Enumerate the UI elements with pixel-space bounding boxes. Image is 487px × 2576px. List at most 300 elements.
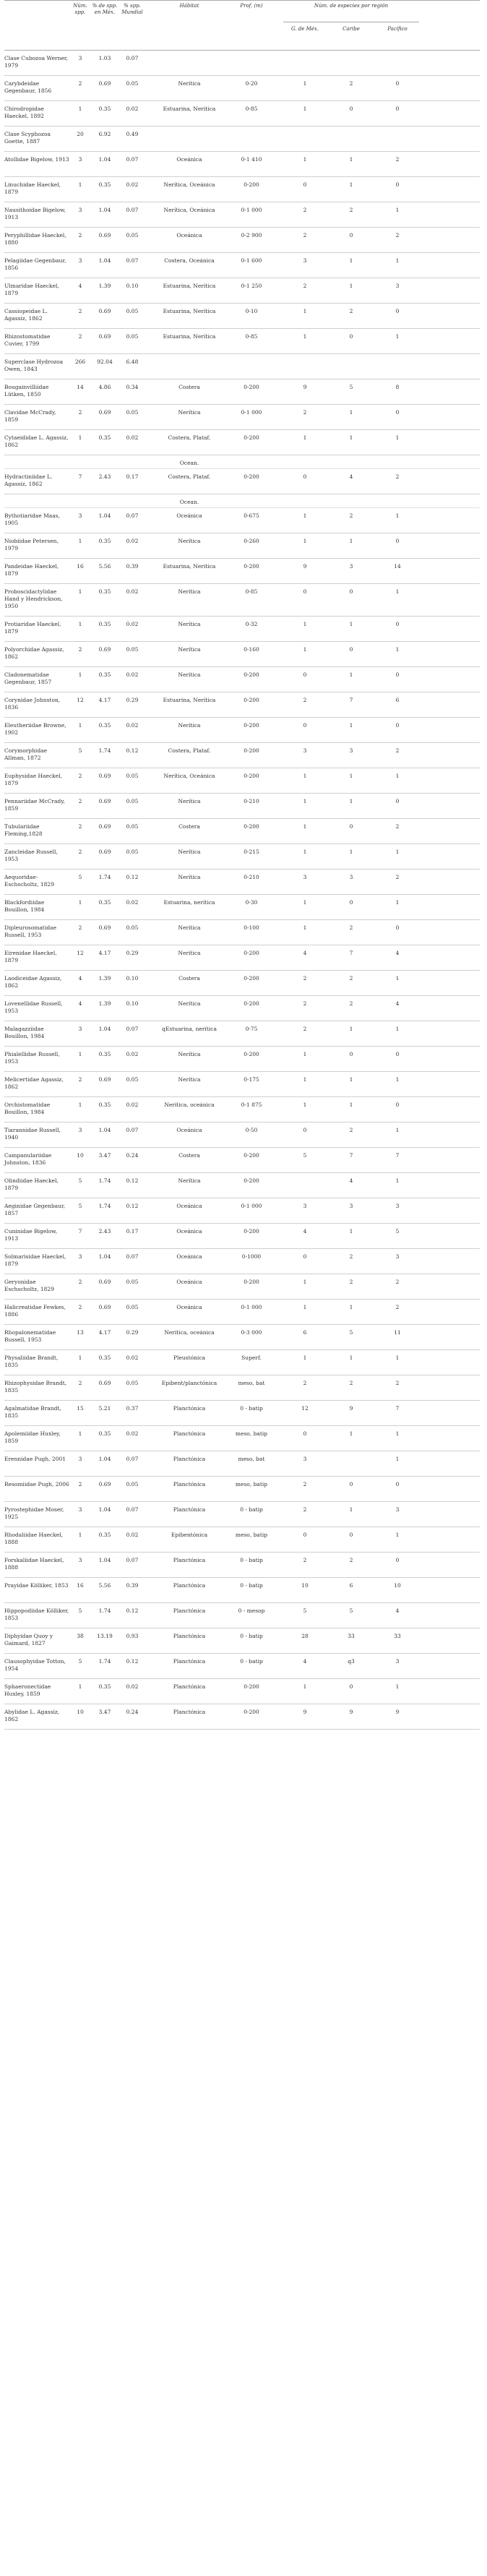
pct-mexico: 1.04 — [98, 257, 111, 264]
count-caribe: 3 — [349, 747, 353, 754]
family-name: Prayidae Kölliker, 1853 — [4, 1581, 69, 1589]
family-name: Proboscidactylidae Hand y Hendrickson, 1950 — [4, 588, 63, 610]
pct-world: 0.02 — [126, 106, 139, 112]
count-gmex: 1 — [303, 1101, 307, 1108]
pct-world: 0.02 — [126, 1050, 139, 1057]
count-gmex: 10 — [301, 1581, 309, 1589]
count-gmex: 1 — [303, 333, 307, 340]
count-pacifico: 0 — [395, 538, 400, 544]
family-name: Rhizophysidae Brandt, 1835 — [4, 1379, 67, 1394]
depth: 0 - batip — [240, 1506, 263, 1513]
spp-count: 3 — [78, 55, 82, 61]
count-gmex: 12 — [301, 1404, 309, 1412]
habitat: Nerítica — [178, 671, 201, 678]
pct-world: 0.05 — [126, 772, 139, 779]
count-pacifico: 0 — [395, 181, 400, 188]
count-gmex: 1 — [303, 80, 307, 87]
count-gmex: 1 — [303, 538, 307, 544]
pct-mexico: 0.69 — [98, 333, 111, 340]
count-caribe: 2 — [349, 80, 353, 87]
pct-mexico: 0.69 — [98, 823, 111, 830]
depth: 0-200 — [244, 949, 259, 956]
count-caribe: 1 — [349, 1354, 353, 1361]
pct-mexico: 2.43 — [98, 473, 111, 480]
pct-mexico: 3.47 — [98, 1151, 111, 1159]
pct-mexico: 3.47 — [98, 1708, 111, 1715]
family-name: Clausophyidae Totton, 1954 — [4, 1657, 66, 1672]
family-name: Campanulariidae Johnston, 1836 — [4, 1151, 52, 1166]
depth: 0-1 600 — [241, 257, 262, 264]
count-caribe: 5 — [349, 1328, 353, 1336]
pct-world: 0.10 — [126, 974, 139, 982]
pct-mexico: 0.69 — [98, 1278, 111, 1285]
table-row — [4, 1350, 480, 1375]
count-pacifico: 7 — [395, 1151, 400, 1159]
count-caribe: 0 — [349, 1683, 353, 1690]
family-name: Superclase Hydrozoa Owen, 1843 — [4, 359, 64, 373]
pct-world: 0.05 — [126, 823, 139, 830]
habitat: Estuarina, Nerítica — [163, 106, 216, 112]
habitat: Pleustónica — [173, 1354, 205, 1361]
habitat: Costera — [178, 384, 200, 390]
count-gmex: 1 — [303, 772, 307, 779]
depth: 0-210 — [244, 797, 259, 804]
count-pacifico: 1 — [395, 588, 400, 595]
family-name: Hydractiniidae L. Agassiz, 1862 — [4, 473, 53, 488]
count-caribe: 0 — [349, 645, 353, 653]
spp-count: 3 — [78, 1253, 82, 1260]
depth: 0-200 — [244, 434, 259, 441]
spp-count: 3 — [78, 257, 82, 264]
count-pacifico: 5 — [395, 1227, 400, 1235]
habitat — [146, 51, 233, 55]
spp-count: 1 — [78, 1683, 82, 1690]
pct-world: 0.02 — [126, 1683, 139, 1690]
spp-count: 7 — [78, 1227, 82, 1235]
count-gmex: 1 — [303, 924, 307, 931]
spp-count: 2 — [78, 797, 82, 804]
pct-mexico: 1.74 — [98, 1177, 111, 1184]
depth: 0-1 875 — [241, 1101, 262, 1108]
count-gmex: 6 — [303, 1328, 307, 1336]
habitat: Oceánica — [176, 1227, 202, 1235]
pct-world: 0.07 — [126, 207, 139, 213]
family-name: Lovenellidae Russell, 1953 — [4, 1000, 63, 1014]
table-row — [4, 405, 480, 430]
table-row — [4, 844, 480, 870]
table-row — [4, 1072, 480, 1097]
spp-count: 13 — [77, 1328, 84, 1336]
table-row — [4, 1603, 480, 1628]
depth: 0-3 000 — [241, 1328, 262, 1336]
family-name: Malagazziidae Bouillon, 1984 — [4, 1025, 45, 1039]
count-caribe — [328, 354, 374, 359]
pct-world: 0.05 — [126, 80, 139, 87]
count-caribe: 1 — [349, 156, 353, 163]
count-pacifico: 1 — [395, 1177, 400, 1184]
spp-count: 2 — [78, 1076, 82, 1083]
family-name: Aequoridae-Eschscholtz, 1829 — [4, 873, 54, 888]
depth: 0-85 — [245, 588, 258, 595]
family-name: Abylidae L. Agassiz, 1862 — [4, 1708, 60, 1722]
depth: 0-2 900 — [241, 232, 262, 239]
count-caribe: 2 — [349, 1379, 353, 1386]
count-pacifico: 2 — [395, 1303, 400, 1310]
habitat: Planctónica — [173, 1581, 206, 1589]
count-caribe: 2 — [349, 1126, 353, 1133]
depth: 0-200 — [244, 721, 259, 729]
table-row — [4, 76, 480, 101]
spp-count: 1 — [78, 1430, 82, 1437]
spp-count: 7 — [78, 473, 82, 480]
habitat: Nerítica, Oceánica — [163, 772, 215, 779]
pct-world: 0.07 — [126, 1126, 139, 1133]
count-gmex: 1 — [303, 645, 307, 653]
count-caribe: 1 — [349, 181, 353, 188]
habitat: Planctónica — [173, 1430, 206, 1437]
col-header-gmex: G. de Méx. — [290, 26, 319, 32]
table-row — [4, 430, 480, 455]
count-pacifico: 1 — [395, 434, 400, 441]
depth: 0-260 — [244, 538, 259, 544]
table-row — [4, 508, 480, 533]
count-caribe: 1 — [349, 1303, 353, 1310]
table-row — [4, 533, 480, 559]
habitat: Nerítica — [178, 1177, 201, 1184]
count-gmex: 3 — [303, 257, 307, 264]
count-caribe: 1 — [349, 1025, 353, 1032]
table-row — [4, 278, 480, 304]
pct-world: 0.39 — [126, 1581, 139, 1589]
pct-mexico: 1.04 — [98, 512, 111, 519]
table-row-note — [4, 494, 480, 508]
family-name: Corymorphidae Allman, 1872 — [4, 747, 48, 761]
count-caribe: 3 — [349, 873, 353, 880]
pct-mexico: 0.35 — [98, 1101, 111, 1108]
table-row — [4, 469, 480, 494]
pct-world: 0.02 — [126, 1531, 139, 1538]
depth: 0 - batip — [240, 1556, 263, 1563]
count-caribe: 2 — [349, 1253, 353, 1260]
count-caribe: 2 — [349, 308, 353, 314]
count-caribe: 7 — [349, 696, 353, 703]
count-pacifico: 1 — [395, 1531, 400, 1538]
count-pacifico: 2 — [395, 232, 400, 239]
spp-count: 2 — [78, 308, 82, 314]
count-gmex: 2 — [303, 1556, 307, 1563]
table-row — [4, 1097, 480, 1122]
count-gmex: 3 — [303, 1455, 307, 1462]
family-name: Dipleurosomatidae Russell, 1953 — [4, 924, 57, 938]
pct-mexico: 0.35 — [98, 538, 111, 544]
pct-mexico: 0.69 — [98, 80, 111, 87]
depth: 0-200 — [244, 696, 259, 703]
habitat: Estuarina, nerítica — [163, 898, 215, 906]
table-row — [4, 870, 480, 895]
count-gmex: 0 — [303, 1253, 307, 1260]
count-caribe: 3 — [349, 563, 353, 570]
spp-count: 5 — [78, 873, 82, 880]
family-name: Tubulariidae Fleming,1828 — [4, 823, 43, 837]
count-pacifico: 11 — [394, 1328, 401, 1336]
col-header-pct-world: % spp. Mundial — [121, 3, 143, 16]
family-name: Physaliidae Brandt, 1835 — [4, 1354, 59, 1368]
table-row — [4, 718, 480, 743]
table-row — [4, 1451, 480, 1477]
pct-world: 0.02 — [126, 181, 139, 188]
depth: 0-200 — [244, 384, 259, 390]
count-pacifico: 1 — [395, 1076, 400, 1083]
pct-mexico: 5.56 — [98, 563, 111, 570]
family-name: Tiarannidae Russell, 1940 — [4, 1126, 61, 1141]
depth: 0-160 — [244, 645, 259, 653]
family-name: Pyrostephidae Moser, 1925 — [4, 1506, 64, 1520]
depth: meso, bat — [238, 1379, 265, 1386]
count-pacifico: 1 — [395, 1354, 400, 1361]
family-name: Cytaeididae L. Agassiz, 1862 — [4, 434, 69, 449]
spp-count: 2 — [78, 1278, 82, 1285]
species-table — [4, 0, 480, 1730]
depth: 0-200 — [244, 563, 259, 570]
pct-mexico: 1.04 — [98, 1253, 111, 1260]
family-name: Halicreatidae Fewkes, 1886 — [4, 1303, 66, 1318]
family-name: Eleutheriidae Browne, 1902 — [4, 721, 66, 736]
table-row — [4, 667, 480, 692]
table-row — [4, 642, 480, 667]
pct-world: 0.05 — [126, 1379, 139, 1386]
count-caribe: 2 — [349, 207, 353, 213]
count-gmex: 2 — [303, 1025, 307, 1032]
count-pacifico: 1 — [395, 333, 400, 340]
pct-mexico: 5.56 — [98, 1581, 111, 1589]
pct-mexico: 0.35 — [98, 620, 111, 627]
count-caribe: 4 — [349, 473, 353, 480]
spp-count: 5 — [78, 1657, 82, 1665]
pct-world: 0.12 — [126, 1657, 139, 1665]
spp-count: 3 — [78, 512, 82, 519]
habitat: Oceánica — [176, 232, 202, 239]
family-name: Laodiceidae Agassiz, 1862 — [4, 974, 62, 989]
spp-count: 3 — [78, 1506, 82, 1513]
pct-world: 0.05 — [126, 232, 139, 239]
count-pacifico: 3 — [395, 1506, 400, 1513]
depth: 0-1 000 — [241, 1202, 262, 1209]
table-row — [4, 1375, 480, 1401]
pct-world: 0.17 — [126, 473, 139, 480]
habitat — [146, 354, 233, 359]
count-gmex: 1 — [303, 823, 307, 830]
spp-count: 2 — [78, 823, 82, 830]
pct-mexico: 0.69 — [98, 645, 111, 653]
count-gmex: 1 — [303, 620, 307, 627]
spp-count: 5 — [78, 1202, 82, 1209]
family-name: Erennidae Pugh, 2001 — [4, 1455, 66, 1462]
habitat: qEstuarina, nerítica — [162, 1025, 217, 1032]
depth: 0-1 410 — [241, 156, 262, 163]
count-gmex: 0 — [303, 671, 307, 678]
count-caribe: 9 — [349, 1404, 353, 1412]
count-pacifico — [376, 126, 419, 131]
count-gmex: 0 — [303, 1531, 307, 1538]
habitat — [146, 126, 233, 131]
spp-count: 20 — [77, 131, 84, 137]
pct-mexico: 4.17 — [98, 1328, 111, 1336]
pct-world: 0.07 — [126, 1253, 139, 1260]
count-gmex: 1 — [303, 797, 307, 804]
count-caribe: 7 — [349, 1151, 353, 1159]
table-row — [4, 126, 480, 152]
table-row — [4, 819, 480, 844]
count-gmex: 2 — [303, 207, 307, 213]
depth: 0-32 — [245, 620, 258, 627]
habitat: Oceánica — [176, 512, 202, 519]
family-name: Clavidae McCrady, 1859 — [4, 409, 56, 424]
habitat: Estuarina, Nerítica — [163, 333, 216, 340]
family-name: Sphaeronectidae Huxley, 1859 — [4, 1683, 51, 1697]
depth: 0-20 — [245, 80, 258, 87]
depth: 0-85 — [245, 333, 258, 340]
spp-count: 2 — [78, 409, 82, 416]
depth — [234, 126, 269, 131]
family-name: Rhizostomatidae Cuvier, 1799 — [4, 333, 51, 348]
count-gmex: 0 — [303, 181, 307, 188]
count-caribe: 6 — [349, 1581, 353, 1589]
family-name: Geryonidae Eschscholtz, 1829 — [4, 1278, 54, 1292]
pct-mexico: 1.39 — [98, 283, 111, 289]
pct-world: 0.07 — [126, 156, 139, 163]
habitat: Costera — [178, 823, 200, 830]
table-row — [4, 1173, 480, 1198]
count-gmex: 3 — [303, 1202, 307, 1209]
family-name: Zancleidae Russell, 1953 — [4, 848, 58, 862]
depth: Superf. — [241, 1354, 262, 1361]
count-gmex — [283, 126, 327, 131]
family-name: Olindiidae Haeckel, 1879 — [4, 1177, 59, 1191]
pct-mexico: 1.04 — [98, 1025, 111, 1032]
depth: 0-200 — [244, 1708, 259, 1715]
spp-count: 2 — [78, 80, 82, 87]
depth: 0-200 — [244, 1050, 259, 1057]
count-pacifico: 0 — [395, 106, 400, 112]
count-caribe: 0 — [349, 1531, 353, 1538]
pct-mexico: 0.69 — [98, 308, 111, 314]
count-pacifico: 3 — [395, 1202, 400, 1209]
pct-world: 0.12 — [126, 1202, 139, 1209]
pct-world: 0.39 — [126, 563, 139, 570]
table-row — [4, 559, 480, 584]
habitat: Nerítica, oceánica — [164, 1328, 215, 1336]
spp-count: 10 — [77, 1708, 84, 1715]
family-name: Chirodropidae Haeckel, 1892 — [4, 106, 44, 120]
count-gmex: 1 — [303, 308, 307, 314]
table-row — [4, 768, 480, 794]
family-name: Agalmatidae Brandt, 1835 — [4, 1404, 61, 1419]
col-header-habitat: Hábitat — [179, 3, 199, 9]
depth: 0-200 — [244, 1151, 259, 1159]
pct-world: 0.10 — [126, 283, 139, 289]
count-caribe: 2 — [349, 924, 353, 931]
pct-mexico: 0.69 — [98, 1303, 111, 1310]
count-pacifico: 6 — [395, 696, 400, 703]
depth: 0-675 — [244, 512, 259, 519]
depth: 0 - batip — [240, 1581, 263, 1589]
spp-count: 2 — [78, 645, 82, 653]
habitat: Planctónica — [173, 1708, 206, 1715]
pct-world: 0.05 — [126, 333, 139, 340]
pct-world: 0.02 — [126, 1430, 139, 1437]
family-name: Peryphillidae Haeckel, 1880 — [4, 232, 66, 246]
habitat: Estuarina, Nerítica — [163, 308, 216, 314]
count-gmex: 0 — [303, 1430, 307, 1437]
family-name: Blackfordiidae Bouillon, 1984 — [4, 898, 45, 913]
habitat: Nerítica — [178, 620, 201, 627]
spp-count: 4 — [78, 1000, 82, 1007]
count-pacifico: 0 — [395, 1480, 400, 1487]
count-gmex: 2 — [303, 232, 307, 239]
depth — [234, 51, 269, 55]
depth: 0-200 — [244, 473, 259, 480]
habitat: Estuarina, Nerítica — [163, 283, 216, 289]
col-header-regions: Núm. de especies por región — [314, 3, 389, 9]
count-pacifico: 3 — [395, 1657, 400, 1665]
count-pacifico: 2 — [395, 473, 400, 480]
count-gmex: 1 — [303, 106, 307, 112]
habitat: Nerítica — [178, 1076, 201, 1083]
count-pacifico: 3 — [395, 1253, 400, 1260]
spp-count: 1 — [78, 1050, 82, 1057]
pct-world: 0.49 — [126, 131, 139, 137]
table-row — [4, 1148, 480, 1173]
pct-mexico: 6.92 — [98, 131, 111, 137]
habitat: Planctónica — [173, 1683, 206, 1690]
count-caribe: 1 — [349, 538, 353, 544]
pct-mexico: 0.69 — [98, 1379, 111, 1386]
depth: 0-30 — [245, 898, 258, 906]
depth: 0-200 — [244, 1177, 259, 1184]
count-pacifico: 1 — [395, 1683, 400, 1690]
pct-mexico: 1.74 — [98, 1657, 111, 1665]
count-pacifico: 1 — [395, 974, 400, 982]
spp-count: 5 — [78, 1177, 82, 1184]
pct-world: 0.37 — [126, 1404, 139, 1412]
table-row — [4, 1502, 480, 1527]
family-name: Linuchidae Haeckel, 1879 — [4, 181, 61, 196]
table-row — [4, 895, 480, 920]
depth: 0-1 000 — [241, 1303, 262, 1310]
count-caribe: 1 — [349, 1227, 353, 1235]
count-caribe: 0 — [349, 106, 353, 112]
count-caribe: 1 — [349, 1101, 353, 1108]
table-row-note — [4, 455, 480, 469]
pct-world: 0.29 — [126, 696, 139, 703]
spp-count: 1 — [78, 1101, 82, 1108]
habitat: Oceánica — [176, 1202, 202, 1209]
table-row — [4, 51, 480, 76]
spp-count: 2 — [78, 772, 82, 779]
depth: 0 - batip — [240, 1657, 263, 1665]
family-name: Pelagiidae Gegenbaur, 1856 — [4, 257, 66, 272]
count-caribe: 1 — [349, 772, 353, 779]
family-name: Apolemiidae Huxley, 1859 — [4, 1430, 61, 1444]
pct-mexico: 2.43 — [98, 1227, 111, 1235]
family-name: Orchistomatidae Bouillon, 1984 — [4, 1101, 51, 1115]
table-row — [4, 1654, 480, 1679]
spp-count: 1 — [78, 434, 82, 441]
table-row — [4, 1527, 480, 1553]
count-gmex: 3 — [303, 873, 307, 880]
count-pacifico: 0 — [395, 308, 400, 314]
table-row — [4, 202, 480, 228]
